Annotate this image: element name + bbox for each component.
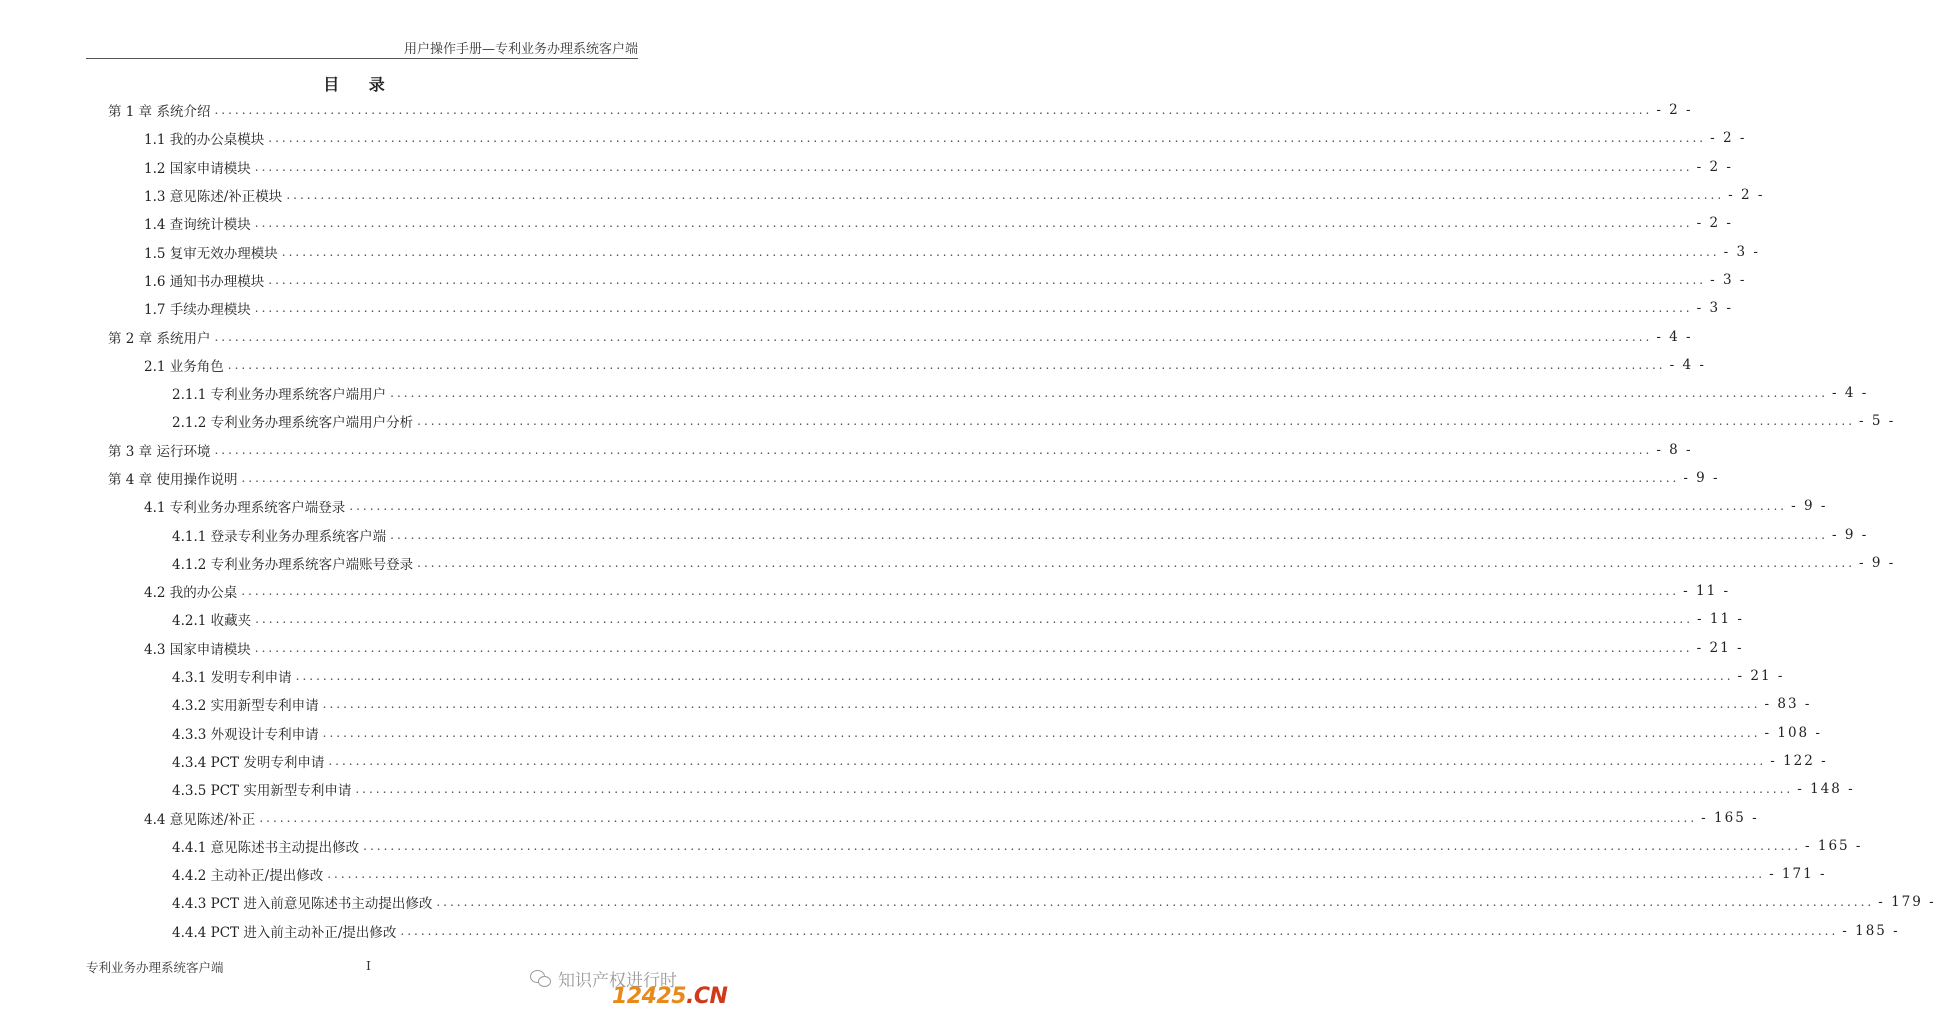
- toc-entry-page: - 3 -: [1723, 243, 1760, 260]
- toc-entry-label: 4.4.1 意见陈述书主动提出修改: [172, 839, 360, 856]
- toc-entry-page: - 4 -: [1669, 356, 1706, 373]
- toc-entry-page: - 9 -: [1683, 470, 1720, 486]
- toc-leader-dots: [323, 726, 1761, 740]
- toc-leader-dots: [241, 584, 1679, 598]
- toc-entry[interactable]: [86, 747, 1828, 775]
- toc-entry[interactable]: [86, 888, 1936, 916]
- toc-leader-dots: [214, 330, 1652, 344]
- toc-entry-label: 1.2 国家申请模块: [144, 160, 251, 177]
- toc-leader-dots: [436, 895, 1874, 909]
- toc-entry[interactable]: [86, 379, 1869, 407]
- running-header: 用户操作手册—专利业务办理系统客户端: [403, 42, 638, 57]
- toc-entry-label: 2.1.1 专利业务办理系统客户端用户: [172, 387, 387, 404]
- toc-leader-dots: [355, 782, 1793, 796]
- wechat-icon: [530, 970, 552, 988]
- toc-leader-dots: [255, 641, 1693, 655]
- toc-entry[interactable]: [86, 209, 1733, 237]
- toc-leader-dots: [259, 811, 1697, 825]
- toc-leader-dots: [255, 301, 1693, 315]
- toc-entry-label: 4.4.2 主动补正/提出修改: [172, 868, 324, 885]
- toc-entry-label: 第 3 章 运行环境: [108, 443, 211, 460]
- toc-entry[interactable]: [86, 237, 1760, 265]
- toc-entry-page: - 2 -: [1696, 158, 1733, 175]
- toc-entry[interactable]: [86, 662, 1785, 690]
- toc-entry[interactable]: [86, 719, 1822, 747]
- watermark-text: 知识产权进行时: [558, 971, 677, 991]
- toc-entry-page: - 83 -: [1764, 696, 1812, 713]
- toc-entry[interactable]: [86, 775, 1855, 803]
- toc-entry-page: - 148 -: [1797, 781, 1855, 798]
- toc-entry-label: 4.3.1 发明专利申请: [172, 670, 292, 687]
- toc-entry-label: 4.3.2 实用新型专利申请: [172, 698, 319, 715]
- toc-title: 目 录: [323, 75, 397, 94]
- site-logo-tld: .CN: [686, 984, 728, 1009]
- toc-entry-label: 4.3 国家申请模块: [144, 641, 251, 658]
- toc-entry-label: 4.1 专利业务办理系统客户端登录: [144, 500, 346, 517]
- toc-leader-dots: [296, 669, 1734, 683]
- toc-leader-dots: [323, 697, 1761, 711]
- toc-entry-label: 1.7 手续办理模块: [144, 302, 251, 319]
- toc-leader-dots: [255, 612, 1693, 626]
- toc-entry[interactable]: [86, 634, 1744, 662]
- toc-entry-page: - 21 -: [1696, 639, 1744, 656]
- toc-entry[interactable]: [86, 917, 1900, 945]
- footer-title: 专利业务办理系统客户端: [86, 960, 224, 975]
- toc-entry-page: - 2 -: [1728, 187, 1765, 204]
- toc-leader-dots: [255, 216, 1693, 230]
- toc-entry[interactable]: [86, 351, 1706, 379]
- toc-entry-page: - 3 -: [1696, 300, 1733, 317]
- toc-entry-label: 1.3 意见陈述/补正模块: [144, 189, 283, 206]
- toc-entry-page: - 4 -: [1832, 385, 1869, 402]
- toc-entry[interactable]: [86, 322, 1693, 350]
- toc-entry[interactable]: [86, 549, 1896, 577]
- toc-entry-label: 1.1 我的办公桌模块: [144, 132, 265, 149]
- toc-entry-label: 第 4 章 使用操作说明: [108, 472, 238, 488]
- toc-entry[interactable]: [86, 436, 1693, 464]
- toc-leader-dots: [417, 414, 1855, 428]
- toc-entry-label: 1.6 通知书办理模块: [144, 273, 265, 290]
- toc-entry-page: - 8 -: [1656, 441, 1693, 458]
- toc-entry-page: - 9 -: [1791, 498, 1828, 515]
- toc-leader-dots: [282, 245, 1720, 259]
- toc-entry[interactable]: [86, 520, 1869, 548]
- toc-leader-dots: [268, 131, 1706, 145]
- toc-entry-page: - 4 -: [1656, 328, 1693, 345]
- toc-entry-label: 4.3.5 PCT 实用新型专利申请: [172, 783, 352, 800]
- toc-entry[interactable]: [86, 124, 1747, 152]
- toc-entry-label: 1.4 查询统计模块: [144, 217, 251, 234]
- toc-entry-page: - 2 -: [1656, 102, 1693, 119]
- toc-leader-dots: [241, 471, 1679, 485]
- toc-leader-dots: [417, 556, 1855, 570]
- table-of-contents: [86, 96, 1936, 945]
- toc-leader-dots: [400, 924, 1838, 938]
- toc-entry-page: - 185 -: [1842, 922, 1900, 939]
- toc-entry-page: - 179 -: [1878, 894, 1936, 911]
- toc-entry-page: - 108 -: [1764, 724, 1822, 741]
- toc-entry-label: 4.3.3 外观设计专利申请: [172, 726, 319, 743]
- toc-leader-dots: [286, 188, 1724, 202]
- toc-entry-label: 4.3.4 PCT 发明专利申请: [172, 754, 325, 771]
- toc-entry[interactable]: [86, 464, 1720, 492]
- toc-entry[interactable]: [86, 407, 1896, 435]
- toc-entry-page: - 165 -: [1805, 837, 1863, 854]
- toc-leader-dots: [390, 386, 1828, 400]
- toc-entry[interactable]: [86, 860, 1827, 888]
- toc-leader-dots: [214, 443, 1652, 457]
- toc-entry[interactable]: [86, 96, 1693, 124]
- toc-entry-label: 4.2 我的办公桌: [144, 585, 238, 602]
- toc-leader-dots: [268, 273, 1706, 287]
- toc-entry-label: 4.1.1 登录专利业务办理系统客户端: [172, 528, 387, 545]
- toc-entry-page: - 165 -: [1701, 809, 1759, 826]
- toc-entry[interactable]: [86, 690, 1812, 718]
- toc-entry-label: 4.1.2 专利业务办理系统客户端账号登录: [172, 556, 414, 573]
- toc-leader-dots: [328, 754, 1766, 768]
- toc-entry-label: 4.4 意见陈述/补正: [144, 811, 256, 828]
- toc-entry-label: 第 2 章 系统用户: [108, 330, 211, 347]
- toc-entry-page: - 2 -: [1710, 130, 1747, 147]
- toc-entry[interactable]: [86, 605, 1744, 633]
- toc-entry-page: - 9 -: [1832, 526, 1869, 543]
- toc-entry-page: - 21 -: [1737, 668, 1785, 685]
- toc-entry[interactable]: [86, 294, 1733, 322]
- toc-entry-label: 4.4.4 PCT 进入前主动补正/提出修改: [172, 924, 397, 941]
- toc-entry-label: 2.1.2 专利业务办理系统客户端用户分析: [172, 415, 414, 432]
- toc-entry[interactable]: [86, 803, 1759, 831]
- toc-entry[interactable]: [86, 153, 1733, 181]
- toc-entry[interactable]: [86, 266, 1747, 294]
- toc-entry-page: - 122 -: [1770, 752, 1828, 769]
- toc-entry-label: 1.5 复审无效办理模块: [144, 245, 278, 262]
- toc-entry-page: - 9 -: [1859, 554, 1896, 571]
- toc-entry-page: - 11 -: [1683, 583, 1731, 600]
- footer-page-number: I: [366, 958, 371, 973]
- toc-leader-dots: [228, 358, 1666, 372]
- toc-leader-dots: [390, 528, 1828, 542]
- site-logo-number: 12425: [612, 984, 687, 1009]
- toc-leader-dots: [255, 160, 1693, 174]
- toc-entry-label: 第 1 章 系统介绍: [108, 104, 211, 121]
- toc-entry-page: - 171 -: [1769, 866, 1827, 883]
- toc-entry-label: 2.1 业务角色: [144, 358, 224, 375]
- toc-entry[interactable]: [86, 577, 1731, 605]
- header-divider: [86, 58, 638, 59]
- toc-entry-page: - 2 -: [1696, 215, 1733, 232]
- toc-leader-dots: [363, 839, 1801, 853]
- toc-entry-label: 4.4.3 PCT 进入前意见陈述书主动提出修改: [172, 896, 433, 913]
- toc-leader-dots: [214, 103, 1652, 117]
- toc-leader-dots: [349, 499, 1787, 513]
- toc-entry-label: 4.2.1 收藏夹: [172, 613, 252, 630]
- toc-leader-dots: [327, 867, 1765, 881]
- toc-entry-page: - 11 -: [1697, 611, 1744, 628]
- toc-entry[interactable]: [86, 832, 1863, 860]
- toc-entry-page: - 3 -: [1710, 271, 1747, 288]
- toc-entry[interactable]: [86, 492, 1828, 520]
- site-logo: [612, 984, 727, 1009]
- toc-entry[interactable]: [86, 181, 1765, 209]
- toc-entry-page: - 5 -: [1859, 413, 1896, 430]
